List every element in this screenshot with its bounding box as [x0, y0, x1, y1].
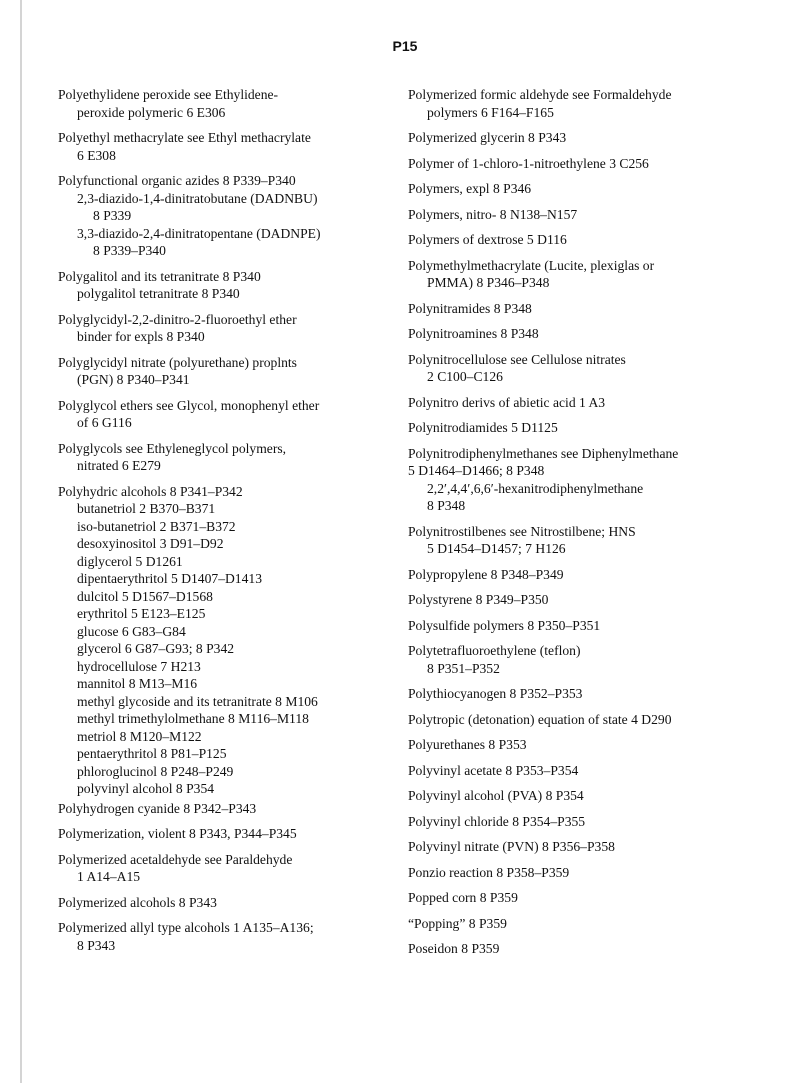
- index-entry-heading: Polyvinyl chloride 8 P354–P355: [408, 813, 586, 829]
- index-entry: [408, 711, 778, 729]
- index-entry-heading: Polyvinyl acetate 8 P353–P354: [408, 762, 579, 778]
- index-entry-heading: Polymerized alcohols 8 P343: [58, 894, 217, 910]
- index-entry-heading: Polynitro derivs of abietic acid 1 A3: [408, 394, 606, 410]
- index-entry: [408, 617, 778, 635]
- index-entry-subline: glucose 6 G83–G84: [77, 623, 186, 639]
- index-entry-heading: Polypropylene 8 P348–P349: [408, 566, 564, 582]
- index-entry-subline: 8 P351–P352: [427, 660, 500, 676]
- index-entry-subline: PMMA) 8 P346–P348: [427, 275, 550, 290]
- index-entry-heading: Polymers of dextrose 5 D116: [408, 232, 567, 247]
- index-entry: [58, 919, 383, 954]
- index-entry: [408, 889, 778, 907]
- index-entry: [58, 483, 383, 798]
- index-entry-heading: Polynitrodiamides 5 D1125: [408, 420, 558, 435]
- index-entry-heading: Polymerized formic aldehyde see Formaldehyde: [408, 87, 672, 102]
- index-entry-heading: Polymerization, violent 8 P343, P344–P345: [58, 826, 297, 841]
- index-entry-heading: Polymer of 1-chloro-1-nitroethylene 3 C256: [408, 155, 649, 171]
- index-entry: [58, 129, 383, 164]
- index-entry-heading: “Popping” 8 P359: [408, 915, 507, 931]
- index-entry-subline: polymers 6 F164–F165: [427, 104, 554, 120]
- index-entry-heading: Polyvinyl nitrate (PVN) 8 P356–P358: [408, 839, 615, 854]
- index-entry: [408, 591, 778, 609]
- index-entry: [408, 813, 778, 831]
- index-entry-subline: mannitol 8 M13–M16: [77, 676, 198, 691]
- index-entry: [408, 155, 778, 173]
- index-entry: [408, 940, 778, 958]
- index-entry-heading: Polyethyl methacrylate see Ethyl methacrylate: [58, 130, 311, 145]
- index-entry-subline: 2 C100–C126: [427, 369, 503, 384]
- index-entry-subline: hydrocellulose 7 H213: [77, 658, 201, 674]
- index-entry: [408, 394, 778, 412]
- index-entry: [408, 685, 778, 703]
- index-entry-subline: glycerol 6 G87–G93; 8 P342: [77, 641, 235, 656]
- index-entry: [58, 851, 383, 886]
- index-column-left: [58, 86, 383, 962]
- index-entry-subline: polygalitol tetranitrate 8 P340: [77, 286, 240, 301]
- page-number: P15: [392, 38, 418, 54]
- index-entry-subline: 5 D1454–D1457; 7 H126: [427, 541, 566, 556]
- index-entry-subline: diglycerol 5 D1261: [77, 553, 183, 569]
- index-entry: [58, 397, 383, 432]
- index-entry: [408, 86, 778, 121]
- index-column-right: [408, 86, 778, 966]
- index-entry-subline: 8 P348: [427, 498, 466, 513]
- index-entry-subline: iso-butanetriol 2 B371–B372: [77, 518, 236, 534]
- index-entry-subline: 2,3-diazido-1,4-dinitratobutane (DADNBU): [77, 190, 318, 206]
- index-entry-heading: Polythiocyanogen 8 P352–P353: [408, 686, 583, 701]
- index-entry-heading: Polysulfide polymers 8 P350–P351: [408, 617, 601, 633]
- index-entry: [408, 351, 778, 386]
- index-entry-heading: Polyglycidyl nitrate (polyurethane) proplnts: [58, 354, 297, 370]
- index-entry: [58, 86, 383, 121]
- index-entry-heading: Polytropic (detonation) equation of state 4 D290: [408, 711, 672, 727]
- index-entry-heading: Polyglycols see Ethyleneglycol polymers,: [58, 440, 287, 456]
- index-entry-subline: dulcitol 5 D1567–D1568: [77, 588, 213, 604]
- index-entry-heading: Poseidon 8 P359: [408, 941, 500, 956]
- index-entry-heading: Polymers, nitro- 8 N138–N157: [408, 206, 578, 222]
- index-entry: [408, 129, 778, 147]
- index-entry-heading: Polymers, expl 8 P346: [408, 181, 532, 196]
- index-entry: [408, 300, 778, 318]
- index-entry-subline: nitrated 6 E279: [77, 458, 161, 473]
- index-entry: [58, 440, 383, 475]
- index-entry: [58, 825, 383, 843]
- index-entry-heading: Polyhydric alcohols 8 P341–P342: [58, 483, 243, 499]
- index-entry-subline: phloroglucinol 8 P248–P249: [77, 763, 234, 779]
- index-entry-heading: Polymerized allyl type alcohols 1 A135–A136;: [58, 920, 314, 935]
- index-entry: [58, 894, 383, 912]
- index-entry: [408, 325, 778, 343]
- index-entry-subline: binder for expls 8 P340: [77, 329, 205, 344]
- index-entry-heading: Polyfunctional organic azides 8 P339–P340: [58, 173, 296, 188]
- index-entry-subline: polyvinyl alcohol 8 P354: [77, 781, 215, 796]
- index-entry-heading: Polynitrostilbenes see Nitrostilbene; HNS: [408, 523, 636, 539]
- index-entry-heading: Polynitrocellulose see Cellulose nitrates: [408, 351, 626, 367]
- index-entry-subline: desoxyinositol 3 D91–D92: [77, 536, 224, 551]
- index-entry: [408, 231, 778, 249]
- index-entry-subline: erythritol 5 E123–E125: [77, 606, 206, 621]
- index-entry-subline: peroxide polymeric 6 E306: [77, 104, 226, 120]
- index-entry: [408, 864, 778, 882]
- index-entry-subline: 6 E308: [77, 147, 116, 163]
- index-entry: [408, 523, 778, 558]
- index-entry-subline: 1 A14–A15: [77, 869, 141, 884]
- index-entry-heading: Ponzio reaction 8 P358–P359: [408, 864, 570, 880]
- index-entry-heading: Polyglycol ethers see Glycol, monophenyl ether: [58, 397, 320, 413]
- index-entry-subline: of 6 G116: [77, 415, 132, 430]
- index-entry-heading: Polynitramides 8 P348: [408, 300, 532, 316]
- index-entry-subline: 8 P343: [77, 937, 116, 953]
- index-entry-subline: 8 P339–P340: [93, 243, 166, 258]
- index-entry: [408, 445, 778, 515]
- index-entry: [408, 180, 778, 198]
- index-entry: [408, 206, 778, 224]
- index-entry-heading: Polytetrafluoroethylene (teflon): [408, 643, 581, 658]
- index-entry-heading: Polynitroamines 8 P348: [408, 326, 539, 341]
- page-edge-rule: [20, 0, 22, 1083]
- index-entry-subline: (PGN) 8 P340–P341: [77, 372, 190, 387]
- index-entry-heading: Polyurethanes 8 P353: [408, 737, 527, 752]
- index-entry-heading: Polymerized acetaldehyde see Paraldehyde: [58, 851, 293, 867]
- index-entry-subline: methyl trimethylolmethane 8 M116–M118: [77, 711, 309, 726]
- index-entry: [58, 311, 383, 346]
- index-entry-subline: 2,2′,4,4′,6,6′-hexanitrodiphenylmethane: [427, 480, 644, 496]
- index-entry-heading: Polymethylmethacrylate (Lucite, plexiglas or: [408, 257, 655, 273]
- index-entry-subline: butanetriol 2 B370–B371: [77, 501, 216, 516]
- index-entry-heading: Polyvinyl alcohol (PVA) 8 P354: [408, 788, 584, 803]
- index-entry-subline: metriol 8 M120–M122: [77, 728, 202, 744]
- index-entry: [58, 268, 383, 303]
- index-entry-heading: Polyglycidyl-2,2-dinitro-2-fluoroethyl ether: [58, 311, 297, 327]
- index-entry-heading: Polygalitol and its tetranitrate 8 P340: [58, 268, 261, 284]
- index-entry-heading: Popped corn 8 P359: [408, 890, 518, 905]
- index-entry: [408, 419, 778, 437]
- index-entry-subline: 8 P339: [93, 208, 132, 223]
- index-entry: [408, 915, 778, 933]
- index-entry: [58, 800, 383, 818]
- index-entry-heading: Polystyrene 8 P349–P350: [408, 592, 549, 607]
- index-entry-subline: pentaerythritol 8 P81–P125: [77, 746, 227, 761]
- index-entry: [408, 838, 778, 856]
- index-entry: [408, 787, 778, 805]
- index-entry-heading: Polymerized glycerin 8 P343: [408, 130, 567, 145]
- index-entry: [408, 736, 778, 754]
- index-entry-heading: Polyethylidene peroxide see Ethylidene-: [58, 87, 279, 102]
- index-entry: [58, 172, 383, 260]
- index-entry: [408, 257, 778, 292]
- index-entry-subline: 3,3-diazido-2,4-dinitratopentane (DADNPE): [77, 225, 321, 241]
- index-entry-subline: dipentaerythritol 5 D1407–D1413: [77, 571, 262, 586]
- index-entry-subline: methyl glycoside and its tetranitrate 8 M106: [77, 693, 318, 709]
- index-entry-heading: Polynitrodiphenylmethanes see Diphenylmethane: [408, 445, 679, 461]
- index-entry: [408, 642, 778, 677]
- index-entry-heading: Polyhydrogen cyanide 8 P342–P343: [58, 800, 257, 816]
- index-entry: [408, 762, 778, 780]
- index-entry: [58, 354, 383, 389]
- index-entry: [408, 566, 778, 584]
- index-entry-subline: 5 D1464–D1466; 8 P348: [408, 463, 545, 478]
